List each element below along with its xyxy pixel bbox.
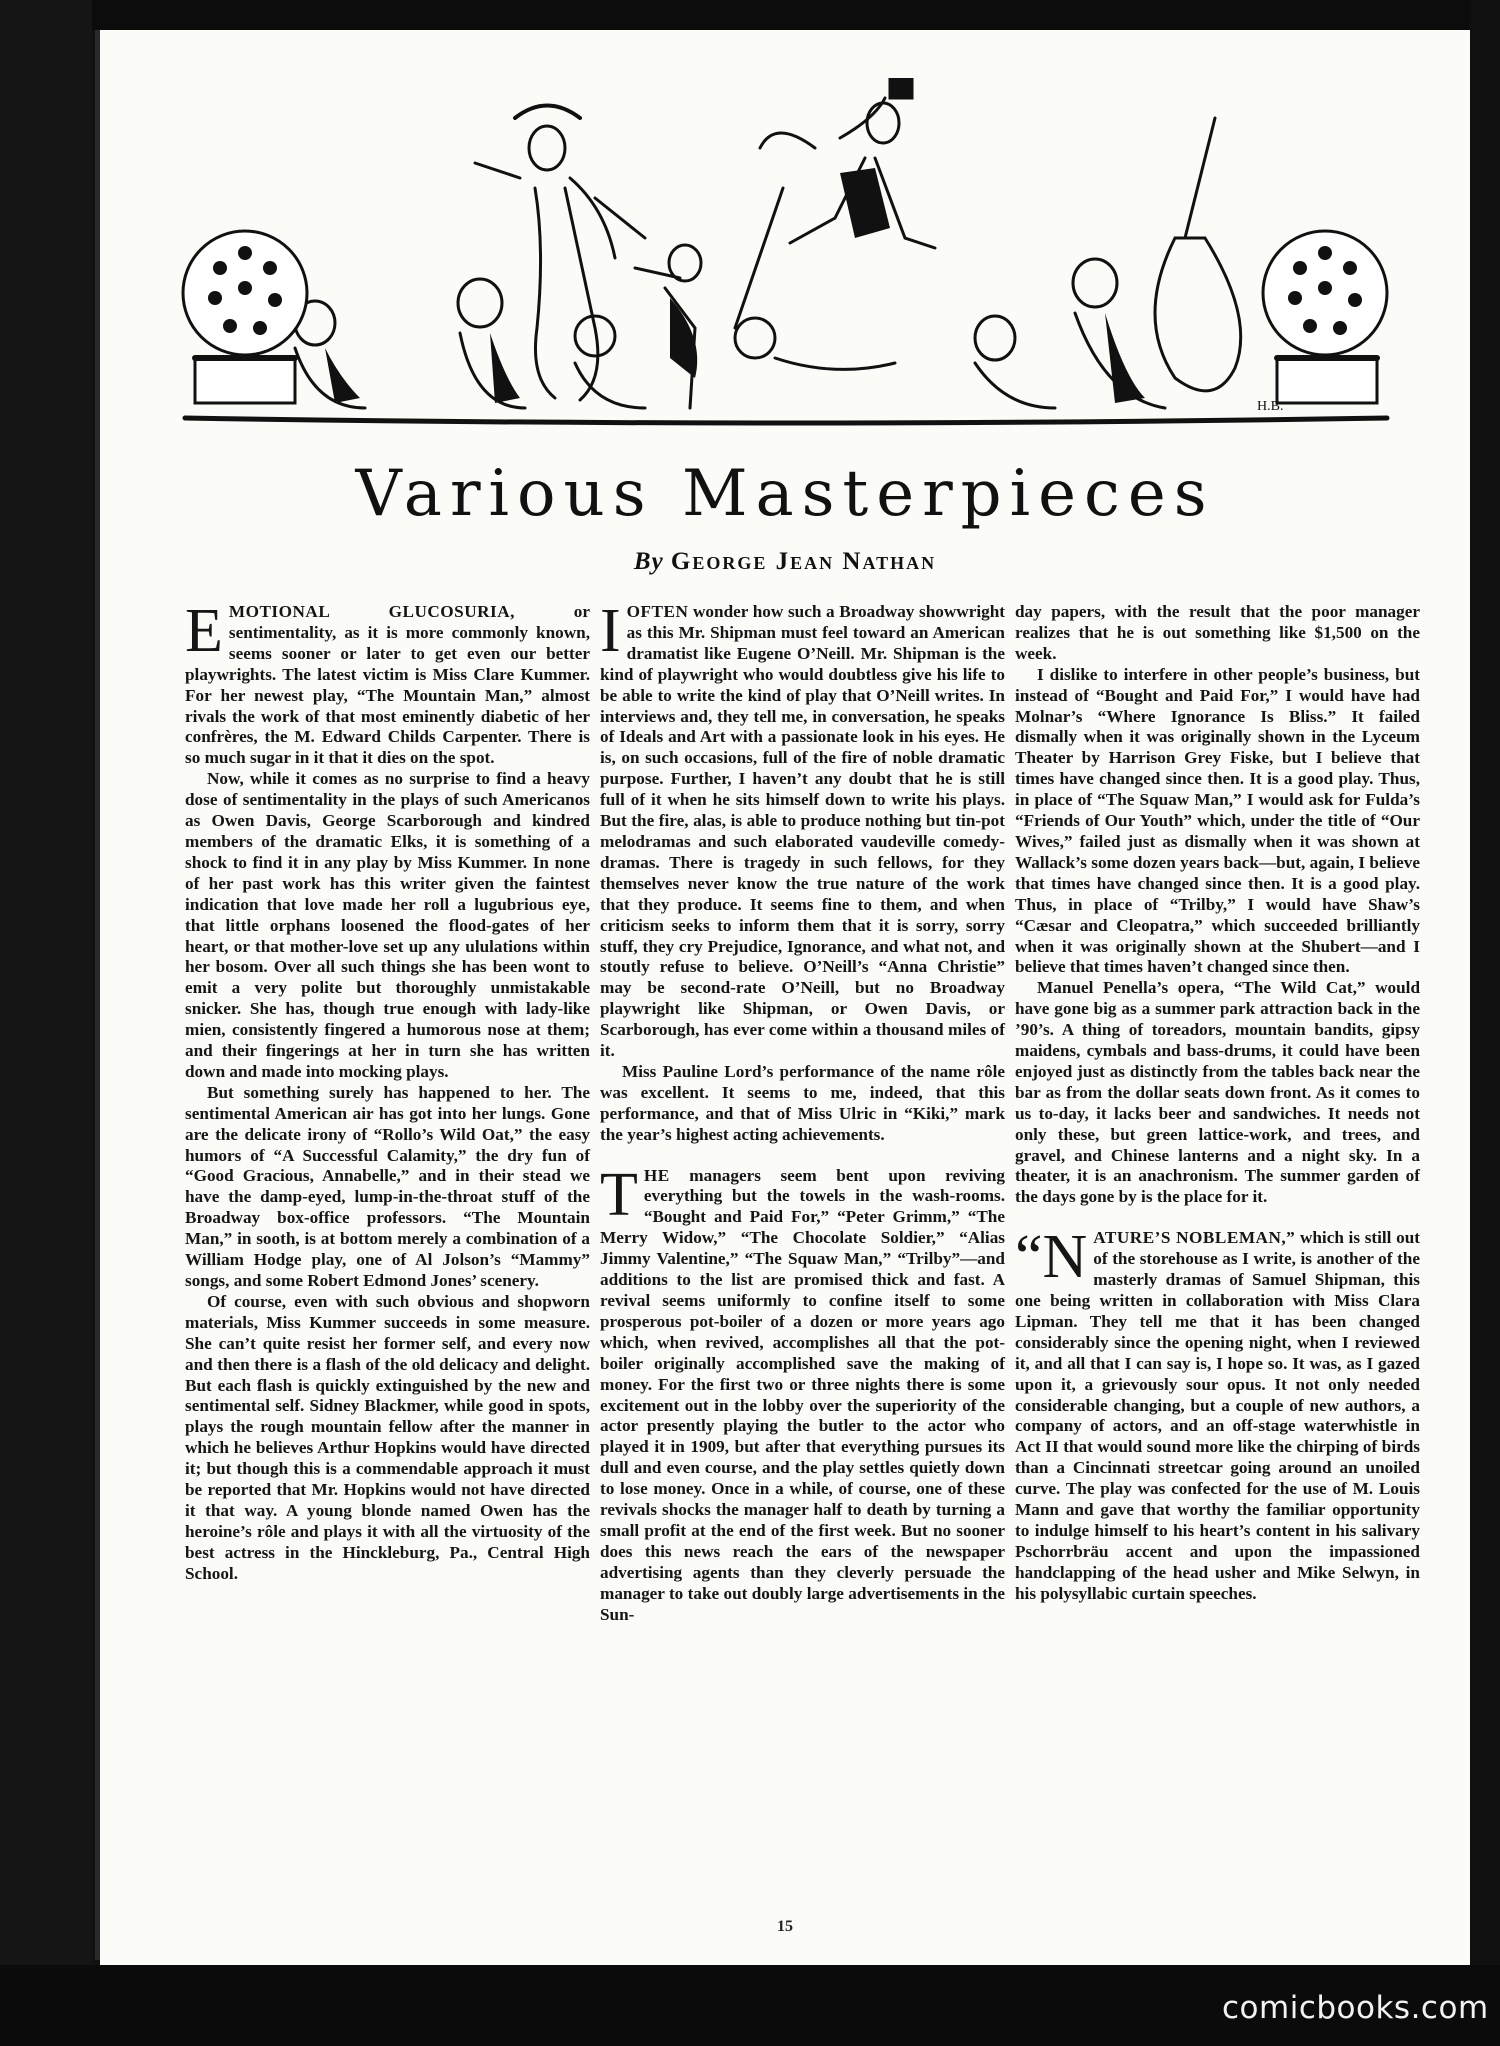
site-watermark: comicbooks.com <box>1222 1990 1489 2026</box>
lead-in-text: ATURE’S NOBLEMAN,” <box>1093 1228 1296 1248</box>
paragraph <box>185 597 590 769</box>
paragraph <box>1015 978 1420 1208</box>
lead-in-text: HE <box>643 1165 670 1185</box>
drop-cap: “N <box>1015 1223 1088 1292</box>
artist-initials: H.B. <box>1257 399 1284 414</box>
header-illustration <box>175 78 1397 448</box>
paragraph <box>1015 665 1420 979</box>
paragraph <box>1015 602 1420 665</box>
paragraph <box>600 1062 1005 1146</box>
paragraph-text: wonder how such a Broadway showwright as this Mr. Shipman must feel toward an American dramatist like Eugene O’Neill. Mr. Shipman is the kind of playwright who would doubtless give his life to be able to write the kind of play that O’Neill writes. In interviews and, they tell me, in conversation, he speaks of Ideals and Art with a passionate look in his eyes. He is, on such occasions, full of the fire of noble dramatic purpose. Further, I haven’t any doubt that he is still full of it when he sits himself down to write his plays. But the fire, alas, is able to produce nothing but tin-pot melodramas and such elaborated vaudeville comedy-dramas. There is tragedy in such fellows, for they themselves never know the true nature of the work that they produce. It seems fine to them, and when criticism seeks to inform them that it is sorry, sorry stuff, they cry Prejudice, Ignorance, and what not, and stoutly refuse to believe. O’Neill’s “Anna Christie” may be second-rate O’Neill, but no Broadway playwright like Shipman, or Owen Davis, or Scarborough, has ever come within a thousand miles of it. <box>600 602 1005 1061</box>
magazine-page <box>100 30 1470 1965</box>
paragraph-text: or sentimentality, as it is more commonly known, seems sooner or later to get even our better playwrights. The latest victim is Miss Clare Kummer. For her newest play, “The Mountain Man,” almost rivals the work of that most eminently diabetic of her confrères, the M. Edward Childs Carpenter. There is so much sugar in it that it dies on the spot. <box>185 602 590 768</box>
scan-binding-shadow <box>0 0 92 2046</box>
paragraph <box>1015 1223 1421 1604</box>
paragraph-text: day papers, with the result that the poor manager realizes that he is out something like $1,500 on the week. <box>1015 602 1420 663</box>
article-column-1 <box>185 597 590 1585</box>
paragraph <box>185 1083 590 1292</box>
paragraph-text: But something surely has happened to her. The sentimental American air has got into her lungs. Gone are the delicate irony of “Rollo’s Wild Oat,” the easy humors of “A Successful Calamity,” the dry fun of “Good Gracious, Annabelle,” and in their stead we have the damp-eyed, lump-in-the-throat stuff of the Broadway box-office professors. “The Mountain Man,” in sooth, is at bottom merely a combination of a William Hodge play, one of Al Jolson’s “Mammy” songs, and some Robert Edmond Jones’ scenery. <box>185 1082 590 1290</box>
paragraph-text: Miss Pauline Lord’s performance of the name rôle was excellent. It seems to me, indeed, that this performance, and that of Miss Ulric in “Kiki,” mark the year’s highest acting achievements. <box>600 1061 1005 1144</box>
article-column-3 <box>1015 602 1420 1605</box>
article-title: Various Masterpieces <box>355 457 1215 531</box>
paragraph-text: Manuel Penella’s opera, “The Wild Cat,” would have gone big as a summer park attraction back in the ’90’s. A thing of toreadors, mountain bandits, gipsy maidens, cymbals and bass-drums, it could have been enjoyed just as distinctly from the tables back near the bar as from the dollar seats down front. As it comes to us to-day, it lacks beer and sandwiches. It needs not only these, but green lattice-work, and trees, and gravel, and Chinese lanterns and a night sky. In a theater, it is an anachronism. The summer garden of the days gone by is the place for it. <box>1015 978 1420 1207</box>
drop-cap: E <box>185 597 223 665</box>
page-number: 15 <box>777 1918 793 1935</box>
byline-prefix: By <box>633 548 664 575</box>
scan-border-top <box>0 0 1500 30</box>
paragraph <box>185 769 590 1083</box>
lead-in-text: OFTEN <box>626 602 689 621</box>
byline-author: George Jean Nathan <box>670 548 937 575</box>
orchestra-caricature-drawing <box>175 78 1397 448</box>
lead-in-text: MOTIONAL GLUCOSURIA, <box>228 602 515 621</box>
paragraph-text: managers seem bent upon reviving everything but the towels in the wash-rooms. “Bought and Paid For,” “Peter Grimm,” “The Merry Widow,” “The Chocolate Soldier,” “Alias Jimmy Valentine,” “The Squaw Man,” “Trilby”—and additions to the list are promised thick and fast. A revival seems uniformly to confine itself to some prosperous pot-boiler of a dozen or more years ago which, when revived, accomplishes all that the pot-boiler originally accomplished save the making of money. For the first two or three nights there is some excitement out in the lobby over the superiority of the actor presently playing the butler to the actor who played it in 1909, but after that everything pursues its dull and even course, and the play settles quietly down to lose money. Once in a while, of course, one of these revivals shocks the manager half to death by turning a small profit at the end of the first week. But no sooner does this news reach the ears of the newspaper advertising agents than they cleverly persuade the manager to take out doubly large advertisements in the Sun- <box>600 1165 1005 1624</box>
paragraph-text: Of course, even with such obvious and shopworn materials, Miss Kummer succeeds in some measure. She can’t quite resist her former self, and every now and then there is a flash of the old delicacy and delight. But each flash is quickly extinguished by the new and sentimental self. Sidney Blackmer, while good in spots, plays the rough mountain fellow after the manner in which he believes Arthur Hopkins would have directed it; but though this is a commendable approach it must be reported that Mr. Hopkins would not have directed it that way. A young blonde named Owen has the heroine’s rôle and plays it with all the virtuosity of the best actress in the Hinckleburg, Pa., Central High School. <box>185 1291 590 1583</box>
paragraph-text: I dislike to interfere in other people’s business, but instead of “Bought and Paid For,” I would have had Molnar’s “Where Ignorance Is Bliss.” It failed dismally when it was originally shown in the Lyceum Theater by Harrison Grey Fiske, but I believe that times have changed since then. It is a good play. Thus, in place of “The Squaw Man,” I would ask for Fulda’s “Friends of Our Youth” which, under the title of “Our Wives,” failed just as dismally when it was shown at Wallack’s some dozen years back—but, again, I believe that times have changed since then. It is a good play. Thus, in place of “Trilby,” I would have Shaw’s “Cæsar and Cleopatra,” which succeeded brilliantly when it was originally shown at the Shubert—and I believe that times haven’t changed since then. <box>1015 664 1420 977</box>
scan-border-right <box>1470 0 1500 2046</box>
drop-cap: I <box>600 597 621 665</box>
paragraph <box>600 597 1005 1062</box>
drop-cap: T <box>600 1160 638 1229</box>
paragraph-text: which is still out of the storehouse as I write, is another of the masterly dramas of Samuel Shipman, this one being written in collaboration with Miss Clara Lipman. They tell me that it has been changed considerably since the opening night, when I reviewed it, and all that I can say is, I hope so. It was, as I gazed upon it, a grievously sour opus. It not only needed considerable changing, but a couple of new authors, a company of actors, and an off-stage waterwhistle in Act II that would sound more like the chirping of birds than a Cincinnati streetcar going around an unoiled curve. The play was confected for the use of M. Louis Mann and gave that worthy the familiar opportunity to indulge himself to his heart’s content in his salivary Pschorrbräu accent and upon the impassioned handclapping of the head usher and Mike Selwyn, in his polysyllabic curtain speeches. <box>1015 1228 1421 1603</box>
paragraph <box>600 1160 1005 1626</box>
paragraph-text: Now, while it comes as no surprise to find a heavy dose of sentimentality in the plays of such Americanos as Owen Davis, George Scarborough and kindred members of the dramatic Elks, it is something of a shock to find it in any play by Miss Kummer. In none of her past work has this writer given the faintest indication that love made her roll a lugubrious eye, that little orphans loosened the flood-gates of her heart, or that mother-love set up any ululations within her bosom. Over all such things she has been wont to emit a very polite but thoroughly unmistakable snicker. She has, though true enough with lady-like mien, consistently fingered a humorous nose at them; and their fingerings at her in turn she has written down and made into mocking plays. <box>185 769 590 1081</box>
article-byline <box>100 548 1470 576</box>
article-column-2 <box>600 597 1005 1626</box>
paragraph <box>185 1292 590 1585</box>
